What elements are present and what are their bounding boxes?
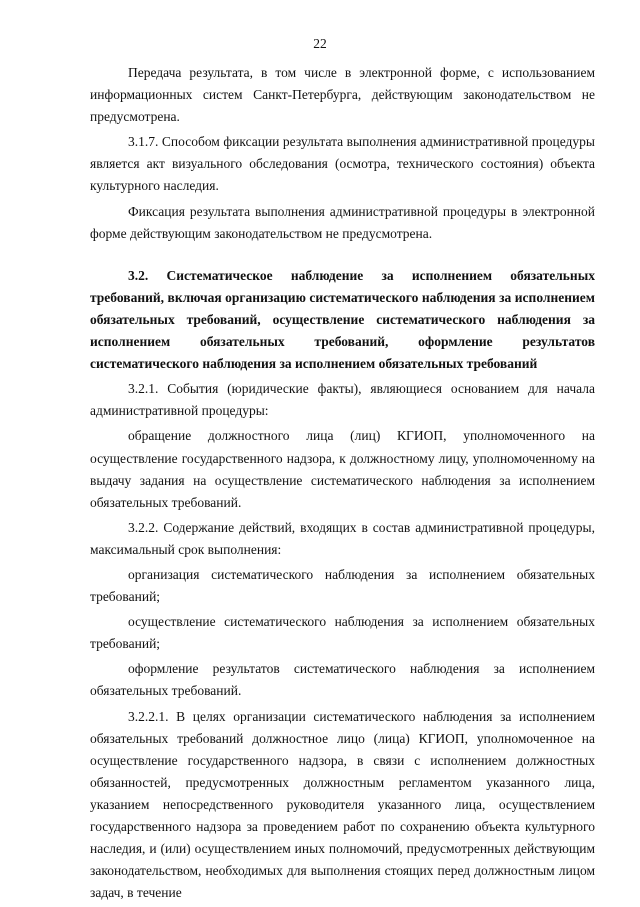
paragraph-transfer-result: Передача результата, в том числе в электронной форме, с использованием информационных систем Санкт-Петербурга, действующим законодательством не предусмотрена. — [90, 65, 595, 125]
page-number: 22 — [313, 36, 327, 51]
paragraph-3-1-7: 3.1.7. Способом фиксации результата выполнения административной процедуры является акт визуального обследования (осмотра, технического состояния) объекта культурного наследия. — [90, 134, 595, 194]
paragraph-fixation-electronic: Фиксация результата выполнения административной процедуры в электронной форме действующим законодательством не предусмотрена. — [90, 203, 595, 241]
paragraph-3-2-1: 3.2.1. События (юридические факты), являющиеся основанием для начала административной процедуры: — [90, 381, 595, 419]
document-body — [90, 62, 595, 907]
paragraph-3-2-2-1: 3.2.2.1. В целях организации систематического наблюдения за исполнением обязательных требований должностное лицо (лица) КГИОП, уполномоченное на осуществление государственного надзора, в связи с исполнением должностных обязанностей, предусмотренных должностным регламентом указанного лица, указанием непосредственного руководителя указанного лица, осуществлением государственного надзора за проведением работ по сохранению объекта культурного наследия, и (или) осуществлением иных полномочий, предусмотренных действующим законодательством, необходимых для выполнения стоящих перед должностным лицом задач, в течение — [90, 708, 595, 901]
paragraph-3-2-2: 3.2.2. Содержание действий, входящих в состав административной процедуры, максимальный срок выполнения: — [90, 519, 595, 557]
section-heading-3-2: 3.2. Систематическое наблюдение за исполнением обязательных требований, включая организацию систематического наблюдения за исполнением обязательных требований, осуществление систематического наблюдения за исполнением обязательных требований, оформление результатов систематического наблюдения за исполнением обязательных требований — [90, 267, 595, 372]
list-item-implementation: осуществление систематического наблюдения за исполнением обязательных требований; — [90, 614, 595, 652]
list-item-registration: оформление результатов систематического наблюдения за исполнением обязательных требований. — [90, 661, 595, 699]
list-item-organization: организация систематического наблюдения за исполнением обязательных требований; — [90, 566, 595, 605]
paragraph-appeal-official: обращение должностного лица (лиц) КГИОП, уполномоченного на осуществление государственного надзора, к должностному лицу, уполномоченному на выдачу задания на осуществление систематического наблюдения за исполнением обязательных требований. — [90, 428, 595, 510]
